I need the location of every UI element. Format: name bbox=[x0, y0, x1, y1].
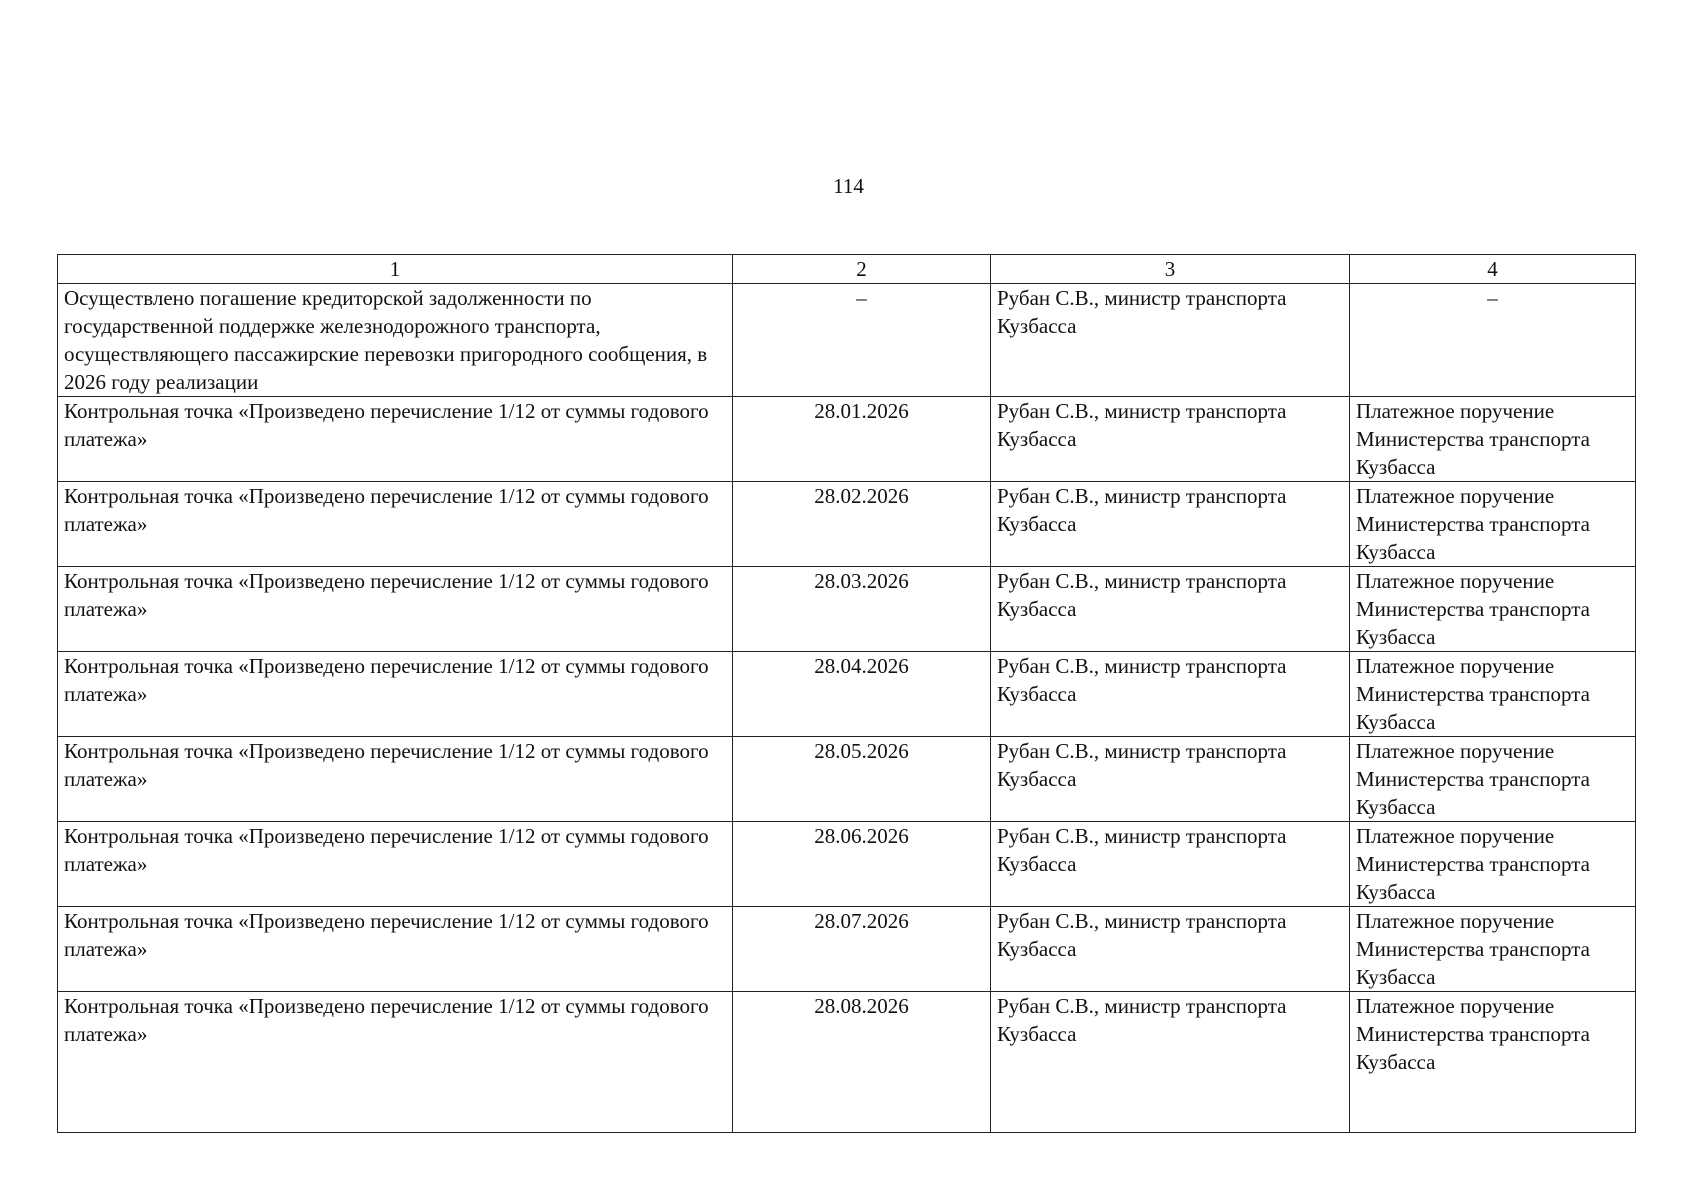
event-description: Осуществлено погашение кредиторской задолженности по государственной поддержке железнодорожного транспорта, осуществляющего пассажирские перевозки пригородного сообщения, в 2026 году реализации bbox=[58, 284, 733, 397]
event-date: 28.03.2026 bbox=[733, 567, 991, 652]
responsible-person: Рубан С.В., министр транспорта Кузбасса bbox=[991, 652, 1350, 737]
column-number-4: 4 bbox=[1350, 255, 1636, 284]
event-description: Контрольная точка «Произведено перечисление 1/12 от суммы годового платежа» bbox=[58, 822, 733, 907]
page-number: 114 bbox=[833, 174, 864, 198]
responsible-person: Рубан С.В., министр транспорта Кузбасса bbox=[991, 992, 1350, 1133]
event-date: 28.08.2026 bbox=[733, 992, 991, 1133]
table-row bbox=[58, 567, 1636, 652]
event-description: Контрольная точка «Произведено перечисление 1/12 от суммы годового платежа» bbox=[58, 737, 733, 822]
responsible-person: Рубан С.В., министр транспорта Кузбасса bbox=[991, 822, 1350, 907]
event-description: Контрольная точка «Произведено перечисление 1/12 от суммы годового платежа» bbox=[58, 652, 733, 737]
responsible-person: Рубан С.В., министр транспорта Кузбасса bbox=[991, 284, 1350, 397]
supporting-document: Платежное поручение Министерства транспорта Кузбасса bbox=[1350, 652, 1636, 737]
supporting-document: – bbox=[1350, 284, 1636, 397]
column-number-3: 3 bbox=[991, 255, 1350, 284]
responsible-person: Рубан С.В., министр транспорта Кузбасса bbox=[991, 482, 1350, 567]
responsible-person: Рубан С.В., министр транспорта Кузбасса bbox=[991, 567, 1350, 652]
table-row bbox=[58, 397, 1636, 482]
event-date: 28.07.2026 bbox=[733, 907, 991, 992]
responsible-person: Рубан С.В., министр транспорта Кузбасса bbox=[991, 397, 1350, 482]
table-row bbox=[58, 907, 1636, 992]
responsible-person: Рубан С.В., министр транспорта Кузбасса bbox=[991, 907, 1350, 992]
table-header-row bbox=[58, 255, 1636, 284]
supporting-document: Платежное поручение Министерства транспорта Кузбасса bbox=[1350, 992, 1636, 1133]
event-description: Контрольная точка «Произведено перечисление 1/12 от суммы годового платежа» bbox=[58, 907, 733, 992]
event-description: Контрольная точка «Произведено перечисление 1/12 от суммы годового платежа» bbox=[58, 482, 733, 567]
supporting-document: Платежное поручение Министерства транспорта Кузбасса bbox=[1350, 737, 1636, 822]
column-number-2: 2 bbox=[733, 255, 991, 284]
supporting-document: Платежное поручение Министерства транспорта Кузбасса bbox=[1350, 822, 1636, 907]
event-date: 28.04.2026 bbox=[733, 652, 991, 737]
table-row bbox=[58, 284, 1636, 397]
supporting-document: Платежное поручение Министерства транспорта Кузбасса bbox=[1350, 397, 1636, 482]
supporting-document: Платежное поручение Министерства транспорта Кузбасса bbox=[1350, 482, 1636, 567]
supporting-document: Платежное поручение Министерства транспорта Кузбасса bbox=[1350, 567, 1636, 652]
table-row bbox=[58, 992, 1636, 1133]
supporting-document: Платежное поручение Министерства транспорта Кузбасса bbox=[1350, 907, 1636, 992]
table-row bbox=[58, 737, 1636, 822]
table-row bbox=[58, 822, 1636, 907]
event-date: – bbox=[733, 284, 991, 397]
event-description: Контрольная точка «Произведено перечисление 1/12 от суммы годового платежа» bbox=[58, 567, 733, 652]
table-row bbox=[58, 652, 1636, 737]
event-date: 28.01.2026 bbox=[733, 397, 991, 482]
table-row bbox=[58, 482, 1636, 567]
event-date: 28.05.2026 bbox=[733, 737, 991, 822]
responsible-person: Рубан С.В., министр транспорта Кузбасса bbox=[991, 737, 1350, 822]
event-description: Контрольная точка «Произведено перечисление 1/12 от суммы годового платежа» bbox=[58, 992, 733, 1133]
column-number-1: 1 bbox=[58, 255, 733, 284]
event-date: 28.02.2026 bbox=[733, 482, 991, 567]
document-table bbox=[57, 254, 1636, 1133]
event-description: Контрольная точка «Произведено перечисление 1/12 от суммы годового платежа» bbox=[58, 397, 733, 482]
event-date: 28.06.2026 bbox=[733, 822, 991, 907]
